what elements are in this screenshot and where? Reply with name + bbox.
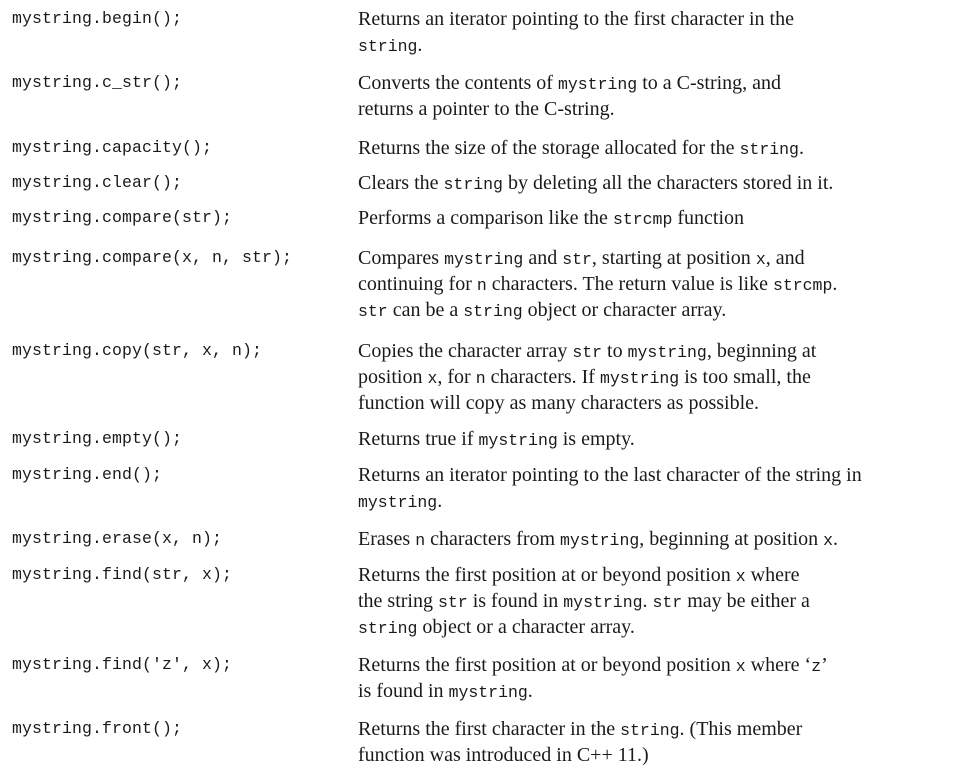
function-description	[358, 338, 958, 416]
description-line	[358, 588, 958, 614]
description-text: can be a	[387, 299, 464, 321]
code-term: mystring	[448, 683, 528, 702]
description-text: where ‘	[745, 654, 812, 676]
description-text: the string	[358, 590, 438, 612]
code-term: mystring	[444, 250, 524, 269]
description-text: .	[798, 137, 804, 159]
description-line	[358, 562, 958, 588]
code-term: x	[735, 567, 746, 586]
function-signature: mystring.capacity();	[12, 138, 213, 157]
function-signature: mystring.find('z', x);	[12, 655, 233, 674]
description-text: Returns an iterator pointing to the first character in the	[358, 8, 794, 30]
description-text: Returns true if	[358, 428, 479, 450]
description-line	[358, 364, 958, 390]
description-text: Copies the character array	[358, 340, 573, 362]
description-line	[358, 170, 958, 196]
description-line	[358, 462, 958, 488]
description-text: characters. If	[485, 366, 600, 388]
code-term: mystring	[627, 343, 707, 362]
description-line	[358, 614, 958, 640]
code-term: str	[652, 593, 683, 612]
code-term: n	[415, 531, 426, 550]
description-text: , beginning at position	[639, 528, 824, 550]
code-term: x	[755, 250, 766, 269]
description-line	[358, 297, 958, 323]
description-line	[358, 70, 958, 96]
description-text: .	[527, 680, 533, 702]
code-term: str	[572, 343, 603, 362]
description-text: Clears the	[358, 172, 444, 194]
code-term: n	[476, 276, 487, 295]
description-line	[358, 742, 958, 768]
code-term: str	[358, 302, 388, 321]
description-text: object or character array.	[522, 299, 727, 321]
code-term: string	[463, 302, 523, 321]
description-line	[358, 678, 958, 704]
description-text: Returns the first position at or beyond position	[358, 654, 736, 676]
description-line	[358, 205, 958, 231]
function-description	[358, 716, 958, 768]
description-line	[358, 96, 958, 122]
description-text: Performs a comparison like the	[358, 207, 613, 229]
function-signature: mystring.erase(x, n);	[12, 529, 223, 548]
description-text: ’	[821, 654, 828, 676]
description-text: characters. The return value is like	[486, 273, 773, 295]
code-term: mystring	[560, 531, 640, 550]
function-description	[358, 462, 958, 514]
code-term: mystring	[478, 431, 558, 450]
description-text: function will copy as many characters as possible.	[358, 392, 759, 414]
code-term: x	[735, 657, 746, 676]
description-text: Returns the size of the storage allocated for the	[358, 137, 740, 159]
description-line	[358, 390, 958, 416]
function-signature: mystring.end();	[12, 465, 163, 484]
function-description	[358, 526, 958, 552]
description-text: function	[672, 207, 745, 229]
code-term: string	[739, 140, 799, 159]
description-text: continuing for	[358, 273, 477, 295]
function-description	[358, 652, 958, 704]
function-signature: mystring.clear();	[12, 173, 183, 192]
description-line	[358, 245, 958, 271]
description-text: Compares	[358, 247, 445, 269]
description-text: is found in	[467, 590, 564, 612]
code-term: mystring	[557, 75, 638, 94]
description-line	[358, 32, 958, 58]
description-text: , starting at position	[591, 247, 756, 269]
description-text: to	[602, 340, 628, 362]
code-term: strcmp	[612, 210, 673, 229]
code-term: x	[427, 369, 438, 388]
code-term: strcmp	[772, 276, 833, 295]
description-line	[358, 135, 958, 161]
description-text: Returns the first position at or beyond position	[358, 564, 736, 586]
description-line	[358, 426, 958, 452]
description-text: returns a pointer to the C-string.	[358, 98, 615, 120]
description-text: is too small, the	[679, 366, 811, 388]
function-description	[358, 205, 958, 231]
code-term: x	[823, 531, 834, 550]
function-signature: mystring.compare(x, n, str);	[12, 248, 293, 267]
description-line	[358, 271, 958, 297]
code-term: string	[358, 37, 418, 56]
description-text: where	[745, 564, 800, 586]
description-text: may be either a	[682, 590, 810, 612]
code-term: string	[620, 721, 680, 740]
description-text: function was introduced in C++ 11.)	[358, 744, 649, 766]
description-line	[358, 652, 958, 678]
function-signature: mystring.find(str, x);	[12, 565, 233, 584]
function-signature: mystring.copy(str, x, n);	[12, 341, 263, 360]
function-description	[358, 245, 958, 323]
description-text: .	[832, 273, 838, 295]
description-text: characters from	[425, 528, 561, 550]
function-signature: mystring.begin();	[12, 9, 183, 28]
code-term: n	[475, 369, 486, 388]
code-term: string	[358, 619, 418, 638]
function-signature: mystring.c_str();	[12, 73, 183, 92]
code-term: string	[443, 175, 503, 194]
function-description	[358, 426, 958, 452]
description-text: Returns the first character in the	[358, 718, 621, 740]
description-text: is found in	[358, 680, 449, 702]
function-signature: mystring.empty();	[12, 429, 183, 448]
function-signature: mystring.compare(str);	[12, 208, 233, 227]
function-description	[358, 170, 958, 196]
function-description	[358, 135, 958, 161]
function-signature: mystring.front();	[12, 719, 183, 738]
description-line	[358, 6, 958, 32]
description-text: position	[358, 366, 428, 388]
description-text: . (This member	[679, 718, 803, 740]
function-description	[358, 70, 958, 122]
description-text: , and	[765, 247, 805, 269]
description-line	[358, 488, 958, 514]
code-term: mystring	[599, 369, 680, 388]
description-text: .	[417, 34, 423, 56]
description-text: .	[642, 590, 653, 612]
function-description	[358, 6, 958, 58]
description-text: is empty.	[557, 428, 635, 450]
description-text: object or a character array.	[417, 616, 635, 638]
code-term: str	[438, 593, 468, 612]
description-text: and	[523, 247, 563, 269]
code-term: str	[562, 250, 592, 269]
description-text: Erases	[358, 528, 416, 550]
description-line	[358, 338, 958, 364]
description-text: Returns an iterator pointing to the last character of the string in	[358, 464, 862, 486]
code-term: mystring	[358, 493, 438, 512]
description-text: by deleting all the characters stored in it.	[502, 172, 834, 194]
description-text: .	[833, 528, 839, 550]
code-term: z	[811, 657, 822, 676]
description-text: , for	[437, 366, 476, 388]
description-text: .	[437, 490, 443, 512]
description-text: , beginning at	[706, 340, 817, 362]
description-line	[358, 716, 958, 742]
description-line	[358, 526, 958, 552]
description-text: Converts the contents of	[358, 72, 558, 94]
function-description	[358, 562, 958, 640]
description-text: to a C-string, and	[637, 72, 782, 94]
code-term: mystring	[563, 593, 643, 612]
